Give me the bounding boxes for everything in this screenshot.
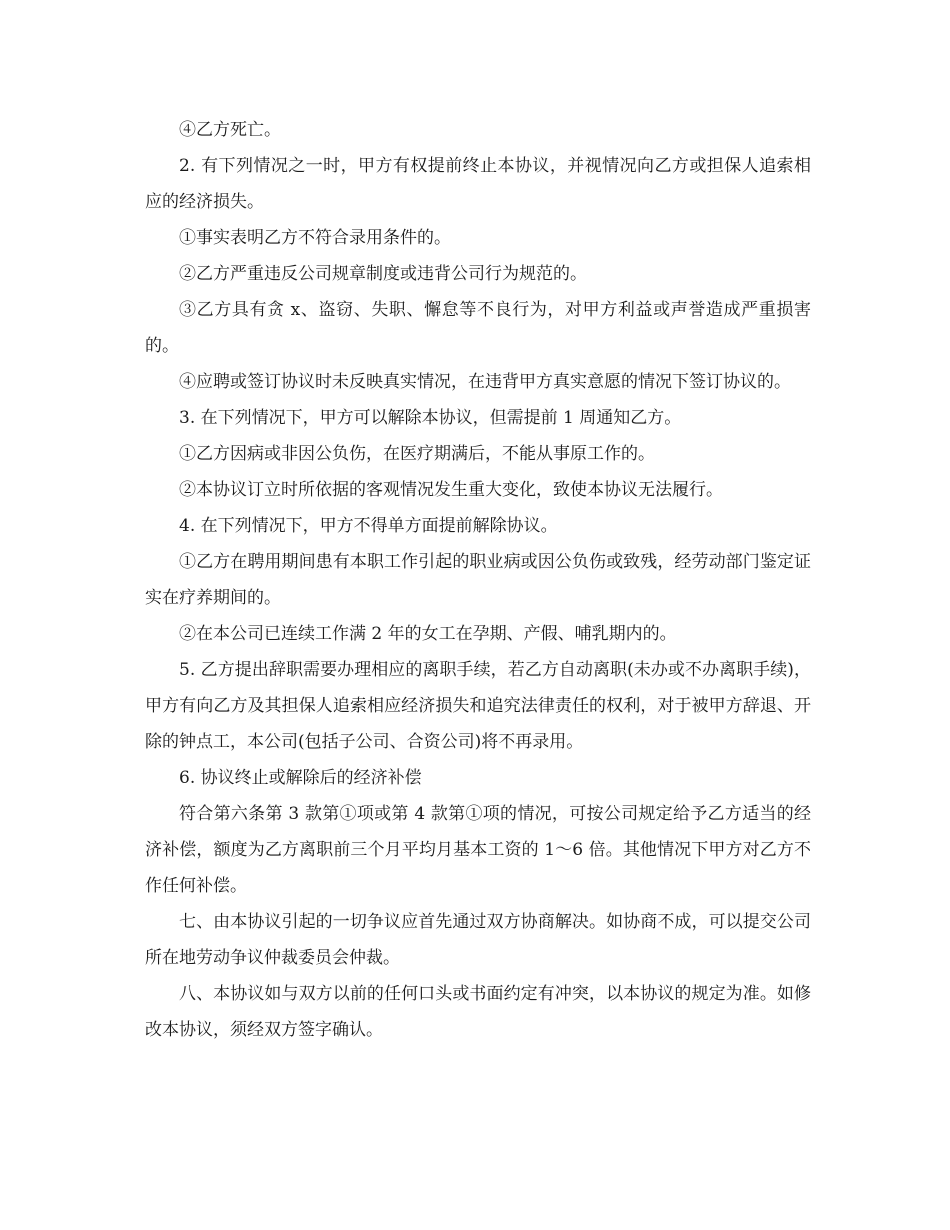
paragraph-clause-2-item-3: ③乙方具有贪 x、盗窃、失职、懈怠等不良行为，对甲方利益或声誉造成严重损害的。 xyxy=(145,300,811,356)
paragraph-clause-6-body: 符合第六条第 3 款第①项或第 4 款第①项的情况，可按公司规定给予乙方适当的经济补偿，额度为乙方离职前三个月平均月基本工资的 1～6 倍。其他情况下甲方对乙方不作任何补偿。 xyxy=(145,804,811,896)
paragraph-clause-6: 6. 协议终止或解除后的经济补偿 xyxy=(179,768,422,788)
paragraph-clause-3-item-2: ②本协议订立时所依据的客观情况发生重大变化，致使本协议无法履行。 xyxy=(179,480,723,500)
paragraph-clause-4-item-2: ②在本公司已连续工作满 2 年的女工在孕期、产假、哺乳期内的。 xyxy=(179,624,677,644)
paragraph-clause-2-item-4: ④应聘或签订协议时未反映真实情况，在违背甲方真实意愿的情况下签订协议的。 xyxy=(179,372,791,392)
paragraph-clause-2-item-1: ①事实表明乙方不符合录用条件的。 xyxy=(179,228,451,248)
paragraph-clause-4: 4. 在下列情况下，甲方不得单方面提前解除协议。 xyxy=(179,516,558,536)
paragraph-article-8: 八、本协议如与双方以前的任何口头或书面约定有冲突，以本协议的规定为准。如修改本协议，须经双方签字确认。 xyxy=(145,984,811,1040)
paragraph-clause-4-item-1: ①乙方在聘用期间患有本职工作引起的职业病或因公负伤或致残，经劳动部门鉴定证实在疗养期间的。 xyxy=(145,552,811,608)
paragraph-clause-3-item-1: ①乙方因病或非因公负伤，在医疗期满后，不能从事原工作的。 xyxy=(179,444,655,464)
paragraph-clause-3: 3. 在下列情况下，甲方可以解除本协议，但需提前 1 周通知乙方。 xyxy=(179,408,682,428)
paragraph-clause-2: 2. 有下列情况之一时，甲方有权提前终止本协议，并视情况向乙方或担保人追索相应的经济损失。 xyxy=(145,156,811,212)
paragraph-clause-2-4: ④乙方死亡。 xyxy=(179,120,281,140)
document-body xyxy=(145,112,811,1048)
paragraph-clause-2-item-2: ②乙方严重违反公司规章制度或违背公司行为规范的。 xyxy=(179,264,587,284)
paragraph-clause-5: 5. 乙方提出辞职需要办理相应的离职手续，若乙方自动离职(未办或不办离职手续)，甲方有向乙方及其担保人追索相应经济损失和追究法律责任的权利，对于被甲方辞退、开除的钟点工，本公司(包括子公司、合资公司)将不再录用。 xyxy=(145,660,811,752)
paragraph-article-7: 七、由本协议引起的一切争议应首先通过双方协商解决。如协商不成，可以提交公司所在地劳动争议仲裁委员会仲裁。 xyxy=(145,912,811,968)
